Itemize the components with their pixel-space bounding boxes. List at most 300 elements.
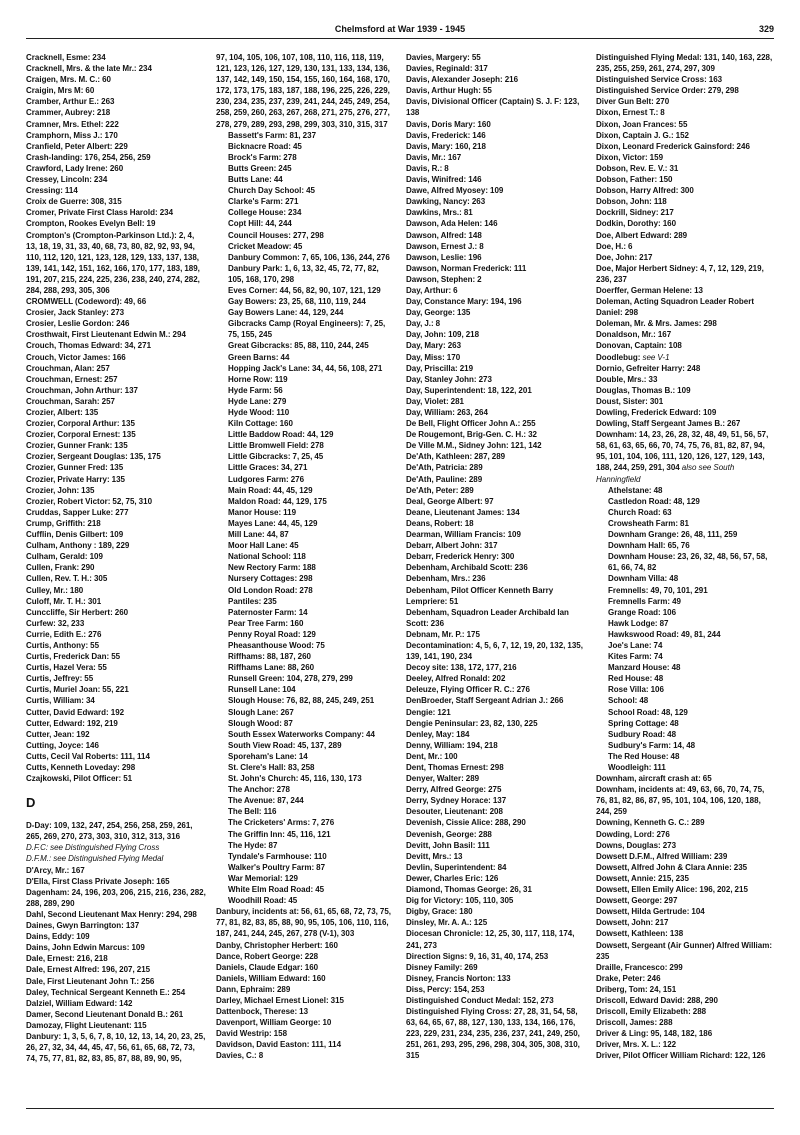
index-entry: Doe, John: 217 (596, 252, 653, 262)
index-subentry: The Anchor: 278 (228, 785, 290, 795)
index-subentry: Spring Cottage: 48 (608, 718, 679, 728)
index-subentry: Moor Hall Lane: 45 (228, 541, 299, 551)
index-subentry: National School: 118 (228, 552, 306, 562)
index-entry: De'Ath, Patricia: 289 (406, 463, 483, 473)
index-entry: Doodlebug: see V-1 (596, 352, 670, 362)
index-entry: Dains, John Edwin Marcus: 109 (26, 943, 145, 953)
index-entry: Dawson, Stephen: 2 (406, 274, 482, 284)
index-entry: Dowling, Frederick Edward: 109 (596, 408, 717, 417)
index-subentry: Maldon Road: 44, 129, 175 (228, 496, 327, 506)
index-entry: Crump, Griffith: 218 (26, 518, 101, 528)
index-entry: Dale, First Lieutenant John T.: 256 (26, 976, 155, 986)
index-entry: Day, Superintendent: 18, 122, 201 (406, 385, 532, 395)
index-subentry: Pheasanthouse Wood: 75 (228, 640, 325, 650)
index-entry: Cramber, Arthur E.: 263 (26, 97, 115, 107)
index-entry: Diver Gun Belt: 270 (596, 97, 670, 107)
index-entry: De Bell, Flight Officer John A.: 255 (406, 419, 536, 429)
index-entry: Cramner, Mrs. Ethel: 222 (26, 119, 119, 129)
index-subentry: Hyde Wood: 110 (228, 408, 290, 417)
index-subentry: Green Barns: 44 (228, 352, 290, 362)
index-entry: Dawson, Alfred: 148 (406, 230, 482, 240)
index-entry: Dowsett, Annie: 215, 235 (596, 873, 689, 883)
index-subentry: Slough House: 76, 82, 88, 245, 249, 251 (228, 696, 375, 706)
index-entry: Crozier, Corporal Arthur: 135 (26, 419, 135, 429)
index-entry: Dobson, Rev. E. V.: 31 (596, 163, 679, 173)
index-entry: Dattenbock, Therese: 13 (216, 1007, 309, 1017)
index-entry: Dowsett, Ellen Emily Alice: 196, 202, 215 (596, 885, 748, 895)
index-entry: Davis, Winifred: 146 (406, 175, 482, 185)
index-entry: Davis, Doris Mary: 160 (406, 119, 491, 129)
index-subentry: St. Clere's Hall: 83, 258 (228, 763, 315, 772)
index-entry: Crozier, Corporal Ernest: 135 (26, 430, 136, 440)
index-subentry: Runsell Lane: 104 (228, 685, 296, 695)
index-entry: Curtis, William: 34 (26, 696, 95, 706)
index-entry: Dixon, Captain J. G.: 152 (596, 130, 690, 140)
index-entry: Czajkowski, Pilot Officer: 51 (26, 774, 133, 784)
index-entry: Davis, Arthur Hugh: 55 (406, 86, 492, 96)
index-subentry: Riffhams: 88, 187, 260 (228, 652, 311, 662)
index-entry: Dowsett, John: 217 (596, 918, 669, 928)
index-entry: Damozay, Flight Lieutenant: 115 (26, 1020, 147, 1030)
index-subentry: Joe's Lane: 74 (608, 640, 663, 650)
index-entry: Debenham, Pilot Officer Kenneth Barry Lempriere: 51 (406, 585, 554, 606)
index-entry: Crammer, Aubrey: 218 (26, 108, 111, 118)
index-entry: Crash-landing: 176, 254, 256, 259 (26, 152, 151, 162)
index-entry: 97, 104, 105, 106, 107, 108, 110, 116, 118, 119, 121, 123, 126, 127, 129, 130, 131, 133, 134, 136, 137, 142, 149, 150, 154, 155, 160, 164, 168, 170, 172, 173, 175, 183, 187, 188, 196, 225, 226, 229, 230, 234, 235, 237, 239, 241, 244, 245, 249, 254, 258, 259, 260, 263, 267, 268, 271, 275, 276, 277, 278, 279, 289, 293, 298, 299, 303, 310, 315, 317 (216, 53, 390, 129)
index-entry: Day, Miss: 170 (406, 352, 461, 362)
index-entry: Dobson, Harry Alfred: 300 (596, 186, 694, 196)
index-entry: Cressing: 114 (26, 186, 78, 196)
index-subentry: Copt Hill: 44, 244 (228, 219, 292, 229)
index-entry: Dains, Eddy: 109 (26, 932, 90, 942)
index-entry: Dixon, Ernest T.: 8 (596, 108, 665, 118)
index-subentry: Slough Wood: 87 (228, 718, 293, 728)
index-subentry: Walker's Poultry Farm: 87 (228, 862, 326, 872)
index-subentry: Church Day School: 45 (228, 186, 315, 196)
index-entry: Curfew: 32, 233 (26, 618, 85, 628)
index-subentry: New Rectory Farm: 188 (228, 563, 316, 573)
index-entry: Dockrill, Sidney: 217 (596, 208, 674, 218)
index-entry: Dobson, Father: 150 (596, 175, 673, 185)
index-entry: David Westrip: 158 (216, 1029, 288, 1039)
index-subentry: Church Road: 63 (608, 507, 672, 517)
index-subentry: Downham Hall: 65, 76 (608, 541, 690, 551)
index-entry: D-Day: 109, 132, 247, 254, 256, 258, 259, 261, 265, 269, 270, 273, 303, 310, 312, 313, 316 (26, 821, 193, 842)
index-entry: Distinguished Flying Cross: 27, 28, 31, 54, 58, 63, 64, 65, 67, 88, 127, 130, 133, 134, 166, 176, 223, 229, 231, 234, 235, 236, 237, 241, 249, 250, 251, 261, 293, 295, 296, 298, 304, 305, 308, 310, 315 (406, 1007, 580, 1061)
index-entry: Crompton, Rookes Evelyn Bell: 19 (26, 219, 156, 229)
index-entry: Dance, Robert George: 228 (216, 951, 319, 961)
index-entry: Crouchman, Ernest: 257 (26, 374, 118, 384)
index-entry: Culley, Mr.: 180 (26, 585, 84, 595)
index-entry: Draille, Francesco: 299 (596, 962, 683, 972)
index-entry: Downham, incidents at: 49, 63, 66, 70, 74, 75, 76, 81, 82, 86, 87, 95, 101, 104, 106, 120, 188, 244, 259 (596, 785, 765, 817)
index-subentry: Fremnells Farm: 49 (608, 596, 681, 606)
index-subentry: Downham Villa: 48 (608, 574, 679, 584)
index-entry: Day, Constance Mary: 194, 196 (406, 297, 522, 307)
index-entry: Davis, Frederick: 146 (406, 130, 486, 140)
index-entry: Cracknell, Mrs. & the late Mr.: 234 (26, 64, 152, 74)
index-subentry: Penny Royal Road: 129 (228, 629, 316, 639)
index-entry: Debenham, Squadron Leader Archibald Ian Scott: 236 (406, 607, 569, 628)
index-entry: Crozier, John: 135 (26, 485, 95, 495)
index-subentry: Pantiles: 235 (228, 596, 277, 606)
index-entry: Crosthwait, First Lieutenant Edwin M.: 294 (26, 330, 186, 340)
index-entry: Cullen, Frank: 290 (26, 563, 95, 573)
index-entry: Doe, Major Herbert Sidney: 4, 7, 12, 129, 219, 236, 237 (596, 263, 764, 284)
index-subentry: Ludgores Farm: 276 (228, 474, 305, 484)
index-subentry: Sudbury's Farm: 14, 48 (608, 740, 696, 750)
index-entry: Curtis, Jeffrey: 55 (26, 674, 94, 684)
index-entry: Day, J.: 8 (406, 319, 441, 329)
index-entry: Devenish, George: 288 (406, 829, 492, 839)
index-entry: Davidson, David Easton: 111, 114 (216, 1040, 342, 1050)
index-entry: Danbury, incidents at: 56, 61, 65, 68, 72, 73, 75, 77, 81, 82, 83, 85, 88, 90, 95, 105, 106, 110, 116, 187, 241, 244, 245, 267, 278 (V-1), 303 (216, 907, 392, 939)
index-entry: Driver, Pilot Officer William Richard: 122, 126 (596, 1051, 766, 1061)
index-subentry: White Elm Road Road: 45 (228, 885, 325, 895)
index-entry: Curtis, Frederick Dan: 55 (26, 652, 121, 662)
index-subentry: Mill Lane: 44, 87 (228, 530, 289, 540)
index-entry: Dent, Mr.: 100 (406, 751, 458, 761)
index-subentry: Woodhill Road: 45 (228, 896, 298, 906)
index-entry: Driscoll, Edward David: 288, 290 (596, 995, 718, 1005)
index-entry: Doust, Sister: 301 (596, 396, 664, 406)
index-entry: Day, John: 109, 218 (406, 330, 480, 340)
index-entry: Digby, Grace: 180 (406, 907, 473, 917)
index-subentry: Butts Green: 245 (228, 163, 292, 173)
index-entry: Davis, R.: 8 (406, 163, 449, 173)
index-entry: Driberg, Tom: 24, 151 (596, 984, 677, 994)
index-subentry: Little Gibcracks: 7, 25, 45 (228, 452, 324, 462)
index-entry: Debenham, Archibald Scott: 236 (406, 563, 528, 573)
index-entry: Day, Stanley John: 273 (406, 374, 492, 384)
index-subentry: The Cricketers' Arms: 7, 276 (228, 818, 335, 828)
index-entry: Dowsett, Sergeant (Air Gunner) Alfred William: 235 (596, 940, 772, 961)
index-entry: Daniels, Claude Edgar: 160 (216, 962, 319, 972)
index-subentry: Sporeham's Lane: 14 (228, 751, 308, 761)
index-entry: D.F.M.: see Distinguished Flying Medal (26, 854, 164, 864)
index-entry: Dent, Thomas Ernest: 298 (406, 763, 504, 772)
index-entry: Devitt, Mrs.: 13 (406, 851, 463, 861)
index-entry: De'Ath, Peter: 289 (406, 485, 474, 495)
index-entry: Dinsley, Mr. A. A.: 125 (406, 918, 488, 928)
index-subentry: Sudbury Road: 48 (608, 729, 677, 739)
index-entry: Dale, Ernest Alfred: 196, 207, 215 (26, 965, 151, 975)
index-columns (26, 52, 776, 1104)
index-column-1 (26, 52, 206, 1104)
index-subentry: South Essex Waterworks Company: 44 (228, 729, 375, 739)
index-entry: Crouchman, Alan: 257 (26, 363, 110, 373)
index-subentry: Main Road: 44, 45, 129 (228, 485, 313, 495)
index-entry: Crouch, Thomas Edward: 34, 271 (26, 341, 152, 351)
index-entry: Craigin, Mrs M: 60 (26, 86, 95, 96)
index-subentry: Council Houses: 277, 298 (228, 230, 324, 240)
index-entry: Curtis, Muriel Joan: 55, 221 (26, 685, 129, 695)
index-entry: Davis, Mary: 160, 218 (406, 141, 486, 151)
index-entry: Disney Family: 269 (406, 962, 478, 972)
index-entry: Crozier, Robert Victor: 52, 75, 310 (26, 496, 153, 506)
index-entry: Donovan, Captain: 108 (596, 341, 682, 351)
index-entry: Dengie: 121 (406, 707, 451, 717)
index-entry: De Rougemont, Brig-Gen. C. H.: 32 (406, 430, 538, 440)
index-subentry: School Road: 48, 129 (608, 707, 688, 717)
index-entry: Davenport, William George: 10 (216, 1018, 332, 1028)
index-subentry: The Hyde: 87 (228, 840, 278, 850)
index-entry: Davis, Divisional Officer (Captain) S. J. F: 123, 138 (406, 97, 580, 118)
index-entry: Dowding, Lord: 276 (596, 829, 670, 839)
index-subentry: Hyde Farm: 56 (228, 385, 283, 395)
index-entry: Day, Mary: 263 (406, 341, 462, 351)
index-entry: Crozier, Gunner Frank: 135 (26, 441, 128, 451)
index-entry: Cutter, Jean: 192 (26, 729, 90, 739)
index-entry: Decoy site: 138, 172, 177, 216 (406, 663, 517, 673)
index-entry: Dowsett, Alfred John & Clara Annie: 235 (596, 862, 748, 872)
index-entry: Debenham, Mrs.: 236 (406, 574, 486, 584)
index-entry: Damer, Second Lieutenant Donald B.: 261 (26, 1009, 184, 1019)
index-entry: Derry, Alfred George: 275 (406, 785, 502, 795)
index-subentry: Manzard House: 48 (608, 663, 681, 673)
index-subentry: Clarke's Farm: 271 (228, 197, 299, 207)
index-entry: Deal, George Albert: 97 (406, 496, 494, 506)
index-entry: Davis, Mr.: 167 (406, 152, 462, 162)
index-entry: Dawe, Alfred Myosey: 109 (406, 186, 504, 196)
index-entry: Darley, Michael Ernest Lionel: 315 (216, 995, 344, 1005)
index-entry: Dowsett, Kathleen: 138 (596, 929, 684, 939)
index-entry: Diocesan Chronicle: 12, 25, 30, 117, 118, 174, 241, 273 (406, 929, 575, 950)
index-entry: Distinguished Conduct Medal: 152, 273 (406, 995, 554, 1005)
index-subentry: Kiln Cottage: 160 (228, 419, 293, 429)
running-title: Chelmsford at War 1939 - 1945 (334, 24, 466, 34)
index-subentry: St. John's Church: 45, 116, 130, 173 (228, 774, 362, 784)
index-subentry: Downham House: 23, 26, 32, 48, 56, 57, 58, 61, 66, 74, 82 (608, 552, 768, 573)
index-subentry: Hyde Lane: 279 (228, 396, 287, 406)
index-entry: Crozier, Albert: 135 (26, 408, 99, 417)
index-subentry: Castledon Road: 48, 129 (608, 496, 700, 506)
index-entry: Dawson, Ernest J.: 8 (406, 241, 484, 251)
index-entry: Culoff, Mr. T. H.: 301 (26, 596, 102, 606)
index-entry: Cullen, Rev. T. H.: 305 (26, 574, 108, 584)
index-subentry: Riffhams Lane: 88, 260 (228, 663, 315, 673)
index-subentry: Gay Bowers Lane: 44, 129, 244 (228, 308, 344, 318)
index-entry: Devenish, Cissie Alice: 288, 290 (406, 818, 526, 828)
section-letter: D (26, 795, 36, 811)
index-entry: Drake, Peter: 246 (596, 973, 661, 983)
index-subentry: Tyndale's Farmhouse: 110 (228, 851, 327, 861)
index-entry: Curtis, Hazel Vera: 55 (26, 663, 107, 673)
index-entry: Dale, Ernest: 216, 218 (26, 954, 108, 964)
index-entry: Cressey, Lincoln: 234 (26, 175, 108, 185)
index-entry: Double, Mrs.: 33 (596, 374, 658, 384)
index-entry: Cutter, Edward: 192, 219 (26, 718, 118, 728)
index-entry: Danbury: 1, 3, 5, 6, 7, 8, 10, 12, 13, 14, 20, 23, 25, 26, 27, 32, 34, 44, 45, 47, 56, 61, 65, 68, 72, 73, 74, 75, 77, 81, 82, 83, 85, 87, 88, 89, 90, 95, (26, 1031, 206, 1064)
index-entry: Cranfield, Peter Albert: 229 (26, 141, 128, 151)
index-entry: DenBroeder, Staff Sergeant Adrian J.: 266 (406, 696, 564, 706)
index-entry: Deans, Robert: 18 (406, 518, 474, 528)
index-subentry: Grange Road: 106 (608, 607, 677, 617)
index-subentry: Danbury Common: 7, 65, 106, 136, 244, 276 (228, 252, 390, 262)
page-header (26, 22, 774, 39)
index-entry: Devlin, Superintendent: 84 (406, 862, 507, 872)
index-entry: Doe, H.: 6 (596, 241, 633, 251)
index-subentry: Paternoster Farm: 14 (228, 607, 308, 617)
index-subentry: Cricket Meadow: 45 (228, 241, 303, 251)
page-number: 329 (758, 24, 774, 34)
index-entry: Driver, Mrs. X. L.: 122 (596, 1040, 677, 1050)
index-entry: Driver & Ling: 95, 148, 182, 186 (596, 1029, 713, 1039)
index-entry: Davis, Alexander Joseph: 216 (406, 75, 519, 85)
index-entry: Dornio, Gefreiter Harry: 248 (596, 363, 701, 373)
index-subentry: Athelstane: 48 (608, 485, 663, 495)
index-entry: Doleman, Acting Squadron Leader Robert Daniel: 298 (596, 297, 755, 318)
index-entry: Doleman, Mr. & Mrs. James: 298 (596, 319, 717, 329)
index-entry: Davies, Margery: 55 (406, 53, 481, 62)
index-subentry: Pear Tree Farm: 160 (228, 618, 304, 628)
index-entry: Dewer, Charles Eric: 126 (406, 873, 499, 883)
index-entry: Crosier, Jack Stanley: 273 (26, 308, 125, 318)
index-entry: Downs, Douglas: 273 (596, 840, 677, 850)
index-subentry: Runsell Green: 104, 278, 279, 299 (228, 674, 353, 684)
index-subentry: Great Gibcracks: 85, 88, 110, 244, 245 (228, 341, 369, 351)
index-entry: Dagenham: 24, 196, 203, 206, 215, 216, 236, 282, 288, 289, 290 (26, 887, 206, 908)
index-entry: Crouchman, John Arthur: 137 (26, 385, 139, 395)
index-subentry: War Memorial: 129 (228, 873, 298, 883)
index-subentry: Bicknacre Road: 45 (228, 141, 302, 151)
index-entry: Dawking, Nancy: 263 (406, 197, 486, 207)
index-entry: Dawson, Leslie: 196 (406, 252, 482, 262)
index-entry: Distinguished Flying Medal: 131, 140, 163, 228, 235, 255, 259, 261, 274, 297, 309 (596, 53, 773, 74)
index-subentry: Hopping Jack's Lane: 34, 44, 56, 108, 271 (228, 363, 383, 373)
index-entry: Crozier, Private Harry: 135 (26, 474, 126, 484)
index-entry: Deleuze, Flying Officer R. C.: 276 (406, 685, 530, 695)
index-entry: Dalziel, William Edward: 142 (26, 998, 133, 1008)
index-subentry: Brock's Farm: 278 (228, 152, 297, 162)
index-entry: Cramphorn, Miss J.: 170 (26, 130, 118, 140)
index-subentry: Rose Villa: 106 (608, 685, 664, 695)
index-entry: Danby, Christopher Herbert: 160 (216, 940, 338, 950)
index-entry: Dixon, Joan Frances: 55 (596, 119, 688, 129)
index-entry: Dowsett, Hilda Gertrude: 104 (596, 907, 705, 917)
index-entry: Crouch, Victor James: 166 (26, 352, 126, 362)
index-entry: D'Ella, First Class Private Joseph: 165 (26, 876, 170, 886)
index-entry: Distinguished Service Cross: 163 (596, 75, 723, 85)
index-subentry: Little Graces: 34, 271 (228, 463, 308, 473)
index-entry: D'Arcy, Mr.: 167 (26, 865, 85, 875)
index-entry: Dowling, Staff Sergeant James B.: 267 (596, 419, 741, 429)
index-entry: Croix de Guerre: 308, 315 (26, 197, 122, 207)
index-subentry: The Avenue: 87, 244 (228, 796, 304, 806)
index-entry: Dodkin, Dorothy: 160 (596, 219, 677, 229)
index-entry: Daley, Technical Sergeant Kenneth E.: 254 (26, 987, 186, 997)
index-entry: Desouter, Lieutenant: 208 (406, 807, 503, 817)
index-entry: Douglas, Thomas B.: 109 (596, 385, 691, 395)
index-entry: Cufflin, Denis Gilbert: 109 (26, 530, 124, 540)
index-entry: Debnam, Mr. P.: 175 (406, 629, 480, 639)
index-entry: Daines, Gwyn Barrington: 137 (26, 921, 140, 931)
index-subentry: Nursery Cottages: 298 (228, 574, 313, 584)
index-entry: Debarr, Albert John: 317 (406, 541, 498, 551)
index-entry: Diss, Percy: 154, 253 (406, 984, 485, 994)
index-entry: Crozier, Gunner Fred: 135 (26, 463, 124, 473)
index-subentry: School: 48 (608, 696, 649, 706)
index-subentry: Danbury Park: 1, 6, 13, 32, 45, 72, 77, 82, 105, 168, 170, 298 (228, 263, 379, 284)
index-subentry: Little Bromwell Field: 278 (228, 441, 324, 451)
index-entry: Cutts, Cecil Val Roberts: 111, 114 (26, 751, 150, 761)
index-subentry: Slough Lane: 267 (228, 707, 294, 717)
index-entry: Crosier, Leslie Gordon: 246 (26, 319, 130, 329)
index-entry: Doerffer, German Helene: 13 (596, 285, 703, 295)
index-entry: Distinguished Service Order: 279, 298 (596, 86, 739, 96)
index-entry: Dawkins, Mrs.: 81 (406, 208, 473, 218)
index-subentry: College House: 234 (228, 208, 302, 218)
index-entry: Dawson, Ada Helen: 146 (406, 219, 498, 229)
index-entry: Direction Signs: 9, 16, 31, 40, 174, 253 (406, 951, 549, 961)
index-entry: Dann, Ephraim: 289 (216, 984, 291, 994)
index-subentry: South View Road: 45, 137, 289 (228, 740, 342, 750)
index-entry: Denyer, Walter: 289 (406, 774, 480, 784)
index-entry: Donaldson, Mr.: 167 (596, 330, 672, 340)
index-entry: Dowsett, George: 297 (596, 896, 678, 906)
index-entry: Deane, Lieutenant James: 134 (406, 507, 520, 517)
index-subentry: Horne Row: 119 (228, 374, 288, 384)
index-entry: Day, Violet: 281 (406, 396, 464, 406)
index-entry: Crawford, Lady Irene: 260 (26, 163, 124, 173)
index-entry: Crompton's (Crompton-Parkinson Ltd.): 2, 4, 13, 18, 19, 31, 33, 40, 68, 73, 80, 82, 92, 93, 94, 110, 112, 120, 121, 123, 128, 129, 133, 137, 138, 139, 141, 142, 151, 162, 166, 170, 177, 183, 189, 191, 207, 215, 224, 225, 236, 238, 240, 274, 282, 284, 288, 293, 305, 306 (26, 230, 200, 295)
index-entry: Davies, Reginald: 317 (406, 64, 488, 74)
index-entry: Downing, Kenneth G. C.: 289 (596, 818, 705, 828)
index-subentry: The Bell: 116 (228, 807, 277, 817)
footer-rule (26, 1108, 774, 1109)
index-entry: Cutter, David Edward: 192 (26, 707, 125, 717)
index-entry: Decontamination: 4, 5, 6, 7, 12, 19, 20, 132, 135, 139, 141, 190, 234 (406, 640, 583, 662)
index-column-3 (406, 52, 586, 1104)
index-entry: Culham, Gerald: 109 (26, 552, 103, 562)
index-entry: Cromer, Private First Class Harold: 234 (26, 208, 174, 218)
index-subentry: Woodleigh: 111 (608, 763, 666, 772)
index-subentry: Crowsheath Farm: 81 (608, 518, 689, 528)
index-entry: Driscoll, Emily Elizabeth: 288 (596, 1007, 707, 1017)
index-entry: D.F.C: see Distinguished Flying Cross (26, 843, 160, 853)
index-entry: Curtis, Anthony: 55 (26, 640, 100, 650)
index-entry: Dixon, Leonard Frederick Gainsford: 246 (596, 141, 750, 151)
index-subentry: Downham Grange: 26, 48, 111, 259 (608, 530, 738, 540)
index-entry: Cunccliffe, Sir Herbert: 260 (26, 607, 129, 617)
index-entry: Dearman, William Francis: 109 (406, 530, 521, 540)
index-entry: De'Ath, Pauline: 289 (406, 474, 483, 484)
index-subentry: Eves Corner: 44, 56, 82, 90, 107, 121, 129 (228, 285, 381, 295)
index-subentry: Old London Road: 278 (228, 585, 313, 595)
index-entry: De'Ath, Kathleen: 287, 289 (406, 452, 506, 462)
index-subentry: Red House: 48 (608, 674, 664, 684)
index-entry: Derry, Sydney Horace: 137 (406, 796, 507, 806)
index-entry: Culham, Anthony : 189, 229 (26, 541, 130, 551)
index-subentry: Gibcracks Camp (Royal Engineers): 7, 25, 75, 155, 245 (228, 319, 386, 340)
index-subentry: The Griffin Inn: 45, 116, 121 (228, 829, 331, 839)
index-entry: Day, Priscilla: 219 (406, 363, 474, 373)
index-subentry: Hawkswood Road: 49, 81, 244 (608, 629, 721, 639)
index-entry: Dixon, Victor: 159 (596, 152, 664, 162)
index-subentry: Fremnells: 49, 70, 101, 291 (608, 585, 708, 595)
index-entry: Davies, C.: 8 (216, 1051, 264, 1061)
index-subentry: Butts Lane: 44 (228, 175, 283, 185)
index-entry: Cutting, Joyce: 146 (26, 740, 99, 750)
index-entry: Driscoll, James: 288 (596, 1018, 673, 1028)
index-subentry: Little Baddow Road: 44, 129 (228, 430, 334, 440)
index-subentry: Kites Farm: 74 (608, 652, 663, 662)
index-entry: Cracknell, Esme: 234 (26, 53, 106, 62)
index-entry: Downham: 14, 23, 26, 28, 32, 48, 49, 51, 56, 57, 58, 61, 63, 65, 66, 70, 74, 75, 76, 81, 82, 87, 94, 95, 101, 104, 106, 111, 120, 126, 127, 129, 143, 188, 244, 259, 291, 304 also see South Hanningfield (596, 430, 769, 484)
index-column-4 (596, 52, 776, 1104)
index-entry: Disney, Francis Norton: 133 (406, 973, 511, 983)
index-entry: Devitt, John Basil: 111 (406, 840, 490, 850)
